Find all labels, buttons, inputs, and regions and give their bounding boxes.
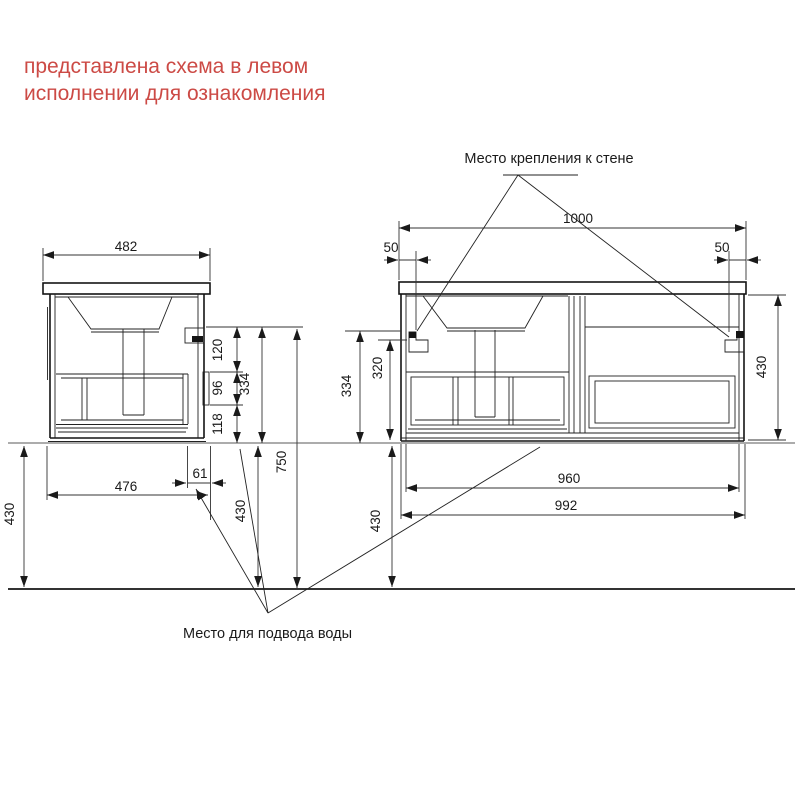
disclaimer-note xyxy=(24,55,325,105)
right-view-bracket-left-hook xyxy=(409,332,416,338)
middle-divider xyxy=(569,296,585,433)
dim-1000-label: 1000 xyxy=(562,211,594,226)
dim-430-below-label: 430 xyxy=(368,509,383,533)
right-basin xyxy=(406,296,568,331)
dim-960-label: 960 xyxy=(557,471,581,486)
right-section-drawer-outer xyxy=(589,376,735,428)
dim-992-label: 992 xyxy=(554,498,578,513)
dim-334-label: 334 xyxy=(237,372,252,396)
dim-50-right-label: 50 xyxy=(714,240,730,255)
wall-mount-label: Место крепления к стене xyxy=(464,151,634,167)
dim-61-label: 61 xyxy=(192,466,208,481)
right-front-view xyxy=(399,282,746,441)
left-wall-bracket-hook xyxy=(192,336,203,342)
water-supply-label: Место для подвода воды xyxy=(183,626,352,642)
left-basin xyxy=(55,297,198,332)
dim-118-label: 118 xyxy=(210,413,225,435)
dim-320-label: 320 xyxy=(370,356,385,380)
ext-1000 xyxy=(399,221,746,280)
left-section-drawer-dividers xyxy=(408,377,567,429)
right-view-bracket-right-hook xyxy=(736,331,744,338)
right-outer-walls xyxy=(401,294,744,441)
left-drain-pipe xyxy=(123,329,144,415)
wall-mount-leader-lines xyxy=(417,175,729,337)
dim-482-label: 482 xyxy=(114,239,138,254)
dim-430-mid-label: 430 xyxy=(233,499,248,523)
dim-430-left-label: 430 xyxy=(2,502,17,526)
left-countertop xyxy=(43,283,210,294)
right-section-drawer-inner xyxy=(595,381,729,423)
dim-430-right-label: 430 xyxy=(754,355,769,379)
right-drain-pipe xyxy=(475,330,495,417)
left-side-view xyxy=(43,283,210,442)
left-outer-walls xyxy=(50,294,204,438)
note-line-2: исполнении для ознакомления xyxy=(24,82,326,105)
dim-96-label: 96 xyxy=(210,380,225,396)
right-countertop xyxy=(399,282,746,294)
note-line-1: представлена схема в левом xyxy=(24,55,309,78)
dim-50-left-label: 50 xyxy=(383,240,399,255)
dim-334-right-view-label: 334 xyxy=(339,374,354,398)
left-drawer xyxy=(56,374,188,432)
dim-120-label: 120 xyxy=(210,338,225,362)
left-section-drawer-frame xyxy=(411,377,564,425)
right-inner-walls xyxy=(401,294,744,441)
dim-476-label: 476 xyxy=(114,479,138,494)
wall-mount-label-group xyxy=(417,151,729,337)
dim-750-label: 750 xyxy=(274,450,289,474)
water-supply-label-group xyxy=(183,447,540,642)
